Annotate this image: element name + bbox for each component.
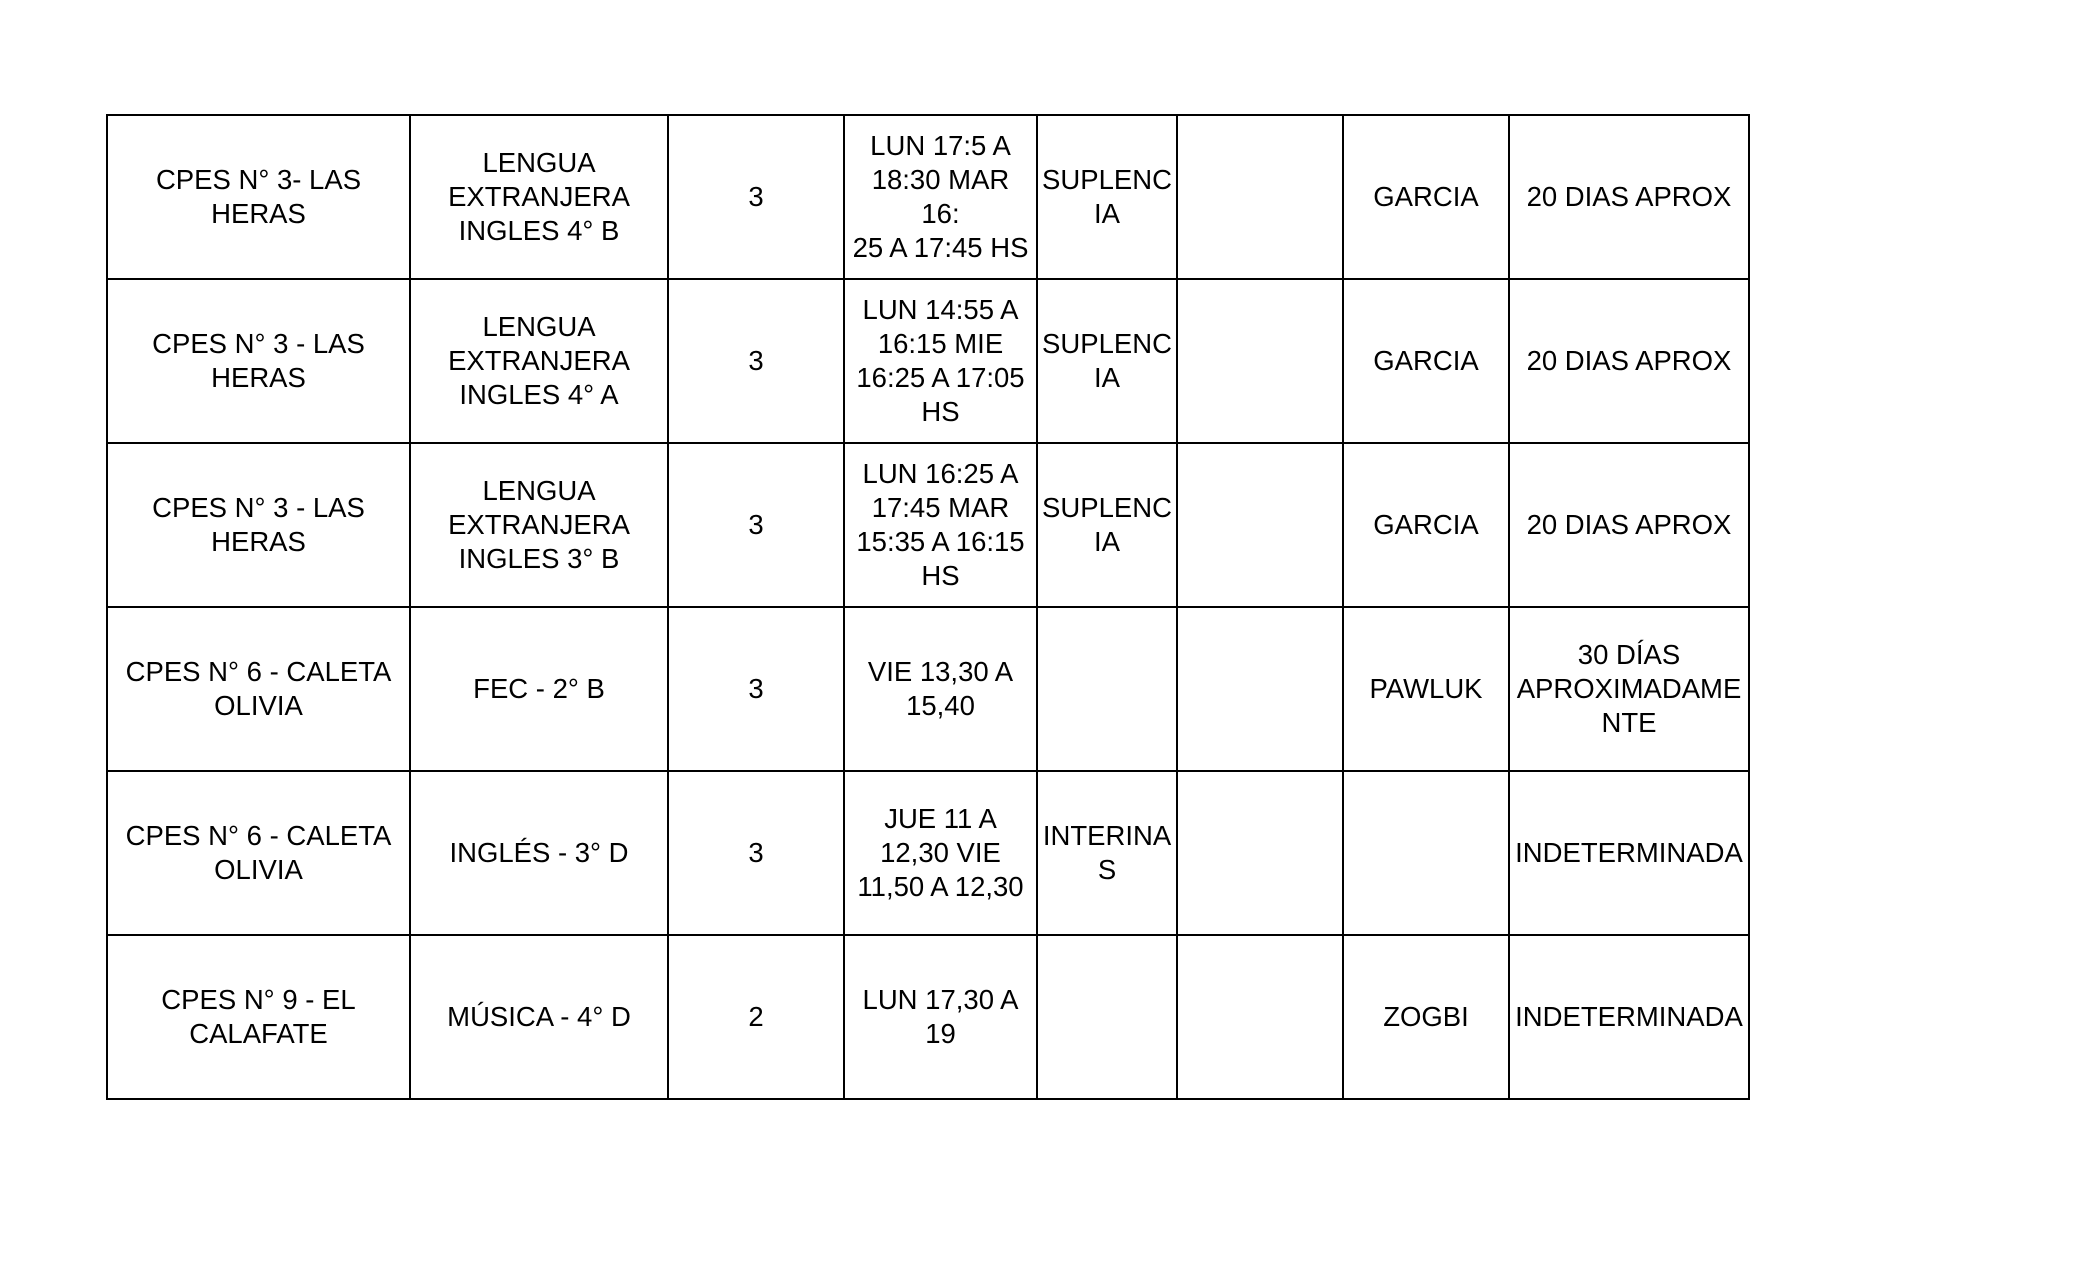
duration-cell: 30 DÍAS APROXIMADAME NTE (1509, 607, 1749, 771)
subject-cell: LENGUA EXTRANJERA INGLES 4° A (410, 279, 668, 443)
school-cell: CPES N° 3- LAS HERAS (107, 115, 410, 279)
school-cell: CPES N° 6 - CALETA OLIVIA (107, 771, 410, 935)
duration-cell: 20 DIAS APROX (1509, 115, 1749, 279)
empty-cell (1177, 607, 1343, 771)
teacher-cell: ZOGBI (1343, 935, 1509, 1099)
subject-cell: LENGUA EXTRANJERA INGLES 4° B (410, 115, 668, 279)
vacancy-table (106, 114, 1750, 1100)
teacher-cell (1343, 771, 1509, 935)
school-cell: CPES N° 3 - LAS HERAS (107, 443, 410, 607)
type-cell: SUPLENC IA (1037, 443, 1177, 607)
type-cell: SUPLENC IA (1037, 279, 1177, 443)
subject-cell: INGLÉS - 3° D (410, 771, 668, 935)
empty-cell (1177, 443, 1343, 607)
empty-cell (1177, 115, 1343, 279)
table-row (107, 935, 1749, 1099)
school-cell: CPES N° 9 - EL CALAFATE (107, 935, 410, 1099)
teacher-cell: GARCIA (1343, 279, 1509, 443)
type-cell: SUPLENC IA (1037, 115, 1177, 279)
hours-cell: 3 (668, 607, 844, 771)
duration-cell: INDETERMINADA (1509, 771, 1749, 935)
type-cell (1037, 607, 1177, 771)
duration-cell: 20 DIAS APROX (1509, 443, 1749, 607)
subject-cell: FEC - 2° B (410, 607, 668, 771)
school-cell: CPES N° 6 - CALETA OLIVIA (107, 607, 410, 771)
hours-cell: 3 (668, 115, 844, 279)
teacher-cell: GARCIA (1343, 443, 1509, 607)
table-row (107, 607, 1749, 771)
schedule-cell: VIE 13,30 A 15,40 (844, 607, 1037, 771)
table-row (107, 443, 1749, 607)
table-row (107, 771, 1749, 935)
hours-cell: 3 (668, 771, 844, 935)
teacher-cell: PAWLUK (1343, 607, 1509, 771)
table-row (107, 279, 1749, 443)
school-cell: CPES N° 3 - LAS HERAS (107, 279, 410, 443)
schedule-cell: LUN 17,30 A 19 (844, 935, 1037, 1099)
schedule-cell: LUN 14:55 A 16:15 MIE 16:25 A 17:05 HS (844, 279, 1037, 443)
subject-cell: MÚSICA - 4° D (410, 935, 668, 1099)
duration-cell: INDETERMINADA (1509, 935, 1749, 1099)
hours-cell: 3 (668, 443, 844, 607)
hours-cell: 3 (668, 279, 844, 443)
schedule-cell: LUN 16:25 A 17:45 MAR 15:35 A 16:15 HS (844, 443, 1037, 607)
empty-cell (1177, 935, 1343, 1099)
empty-cell (1177, 771, 1343, 935)
table-row (107, 115, 1749, 279)
type-cell (1037, 935, 1177, 1099)
teacher-cell: GARCIA (1343, 115, 1509, 279)
hours-cell: 2 (668, 935, 844, 1099)
empty-cell (1177, 279, 1343, 443)
duration-cell: 20 DIAS APROX (1509, 279, 1749, 443)
type-cell: INTERINA S (1037, 771, 1177, 935)
schedule-cell: LUN 17:5 A 18:30 MAR 16: 25 A 17:45 HS (844, 115, 1037, 279)
schedule-cell: JUE 11 A 12,30 VIE 11,50 A 12,30 (844, 771, 1037, 935)
subject-cell: LENGUA EXTRANJERA INGLES 3° B (410, 443, 668, 607)
